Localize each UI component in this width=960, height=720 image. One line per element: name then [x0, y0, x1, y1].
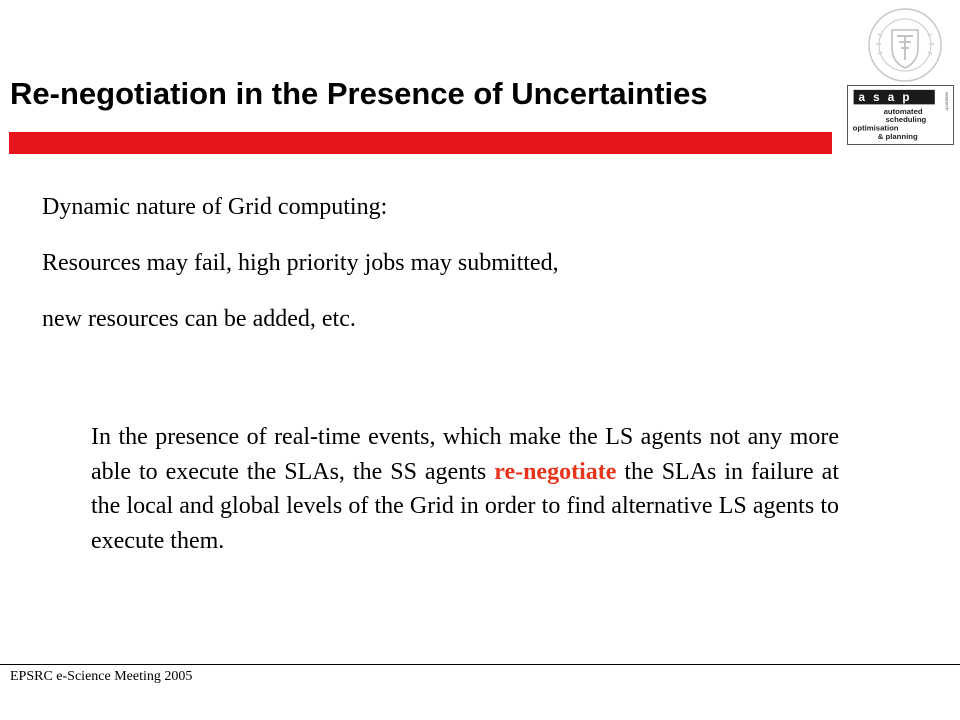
intro-line-2: Resources may fail, high priority jobs may submitted, — [42, 250, 559, 276]
intro-line-3: new resources can be added, etc. — [42, 306, 356, 332]
title-underline-bar — [9, 132, 832, 154]
footer-divider — [0, 664, 960, 665]
asap-logo-tagline-1: automated — [883, 107, 923, 117]
asap-logo-side-text: research — [943, 91, 949, 111]
intro-text — [42, 190, 802, 358]
asap-logo — [847, 85, 954, 145]
renegotiation-paragraph — [91, 420, 839, 558]
slide-title: Re-negotiation in the Presence of Uncertainties — [10, 76, 708, 111]
asap-logo-tagline-4: & planning — [877, 132, 918, 142]
asap-logo-name: asap — [858, 90, 918, 104]
paragraph-text-before: In the presence of real-time events, which make the LS agents not any more able to execute the SLAs, the SS agents — [91, 424, 839, 485]
renegotiate-highlight: re-negotiate — [494, 458, 617, 485]
footer-text: EPSRC e-Science Meeting 2005 — [10, 669, 193, 684]
asap-logo-tagline-3: optimisation — [852, 123, 899, 133]
paragraph-text-after: the SLAs in failure at the local and global levels of the Grid in order to find alternative LS agents to execute them. — [91, 458, 839, 554]
university-crest-icon — [866, 6, 944, 84]
asap-logo-tagline-2: scheduling — [885, 114, 927, 124]
intro-line-1: Dynamic nature of Grid computing: — [42, 194, 388, 220]
